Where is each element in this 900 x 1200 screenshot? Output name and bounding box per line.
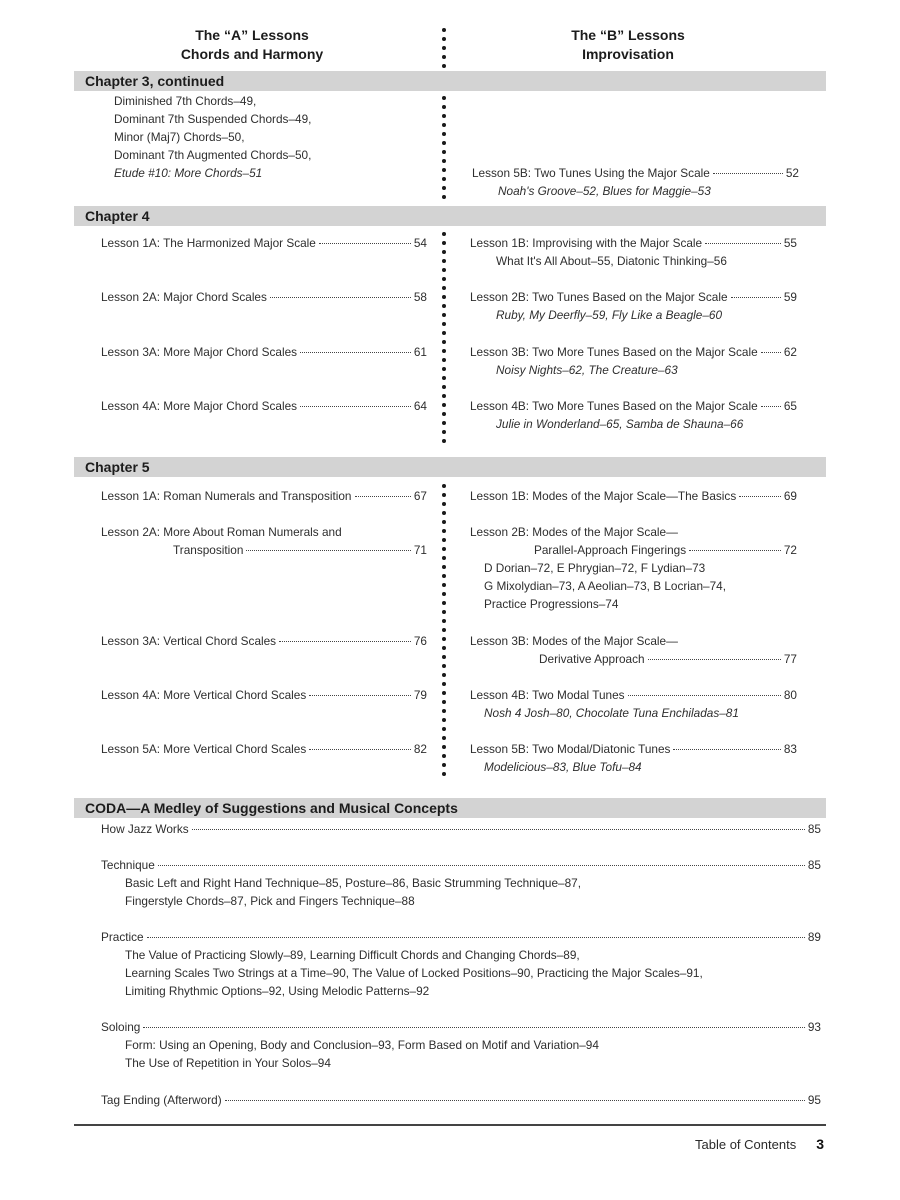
footer-label: Table of Contents — [695, 1137, 797, 1152]
divider-dot — [442, 619, 446, 623]
ch3-lesson-5b-tunes: Noah's Groove–52, Blues for Maggie–53 — [498, 184, 711, 198]
ch5-lesson-3b-cont[interactable] — [539, 650, 797, 668]
entry-label: Lesson 5B: Two Modal/Diatonic Tunes — [470, 742, 671, 756]
divider-dot — [442, 28, 446, 32]
divider-dot — [442, 295, 446, 299]
entry-label: Lesson 4A: More Vertical Chord Scales — [101, 688, 307, 702]
a-header-line1: The “A” Lessons — [195, 27, 309, 43]
chapter-5-heading: Chapter 5 — [74, 457, 826, 477]
ch4-lesson-3b[interactable] — [470, 343, 797, 361]
ch5-lesson-5a[interactable] — [101, 740, 427, 758]
coda-technique[interactable] — [101, 856, 821, 874]
entry-page: 61 — [413, 345, 427, 359]
divider-dot — [442, 574, 446, 578]
divider-dot — [442, 691, 446, 695]
divider-dot — [442, 55, 446, 59]
divider-dot — [442, 727, 446, 731]
divider-dot — [442, 610, 446, 614]
coda-technique-sub-2: Fingerstyle Chords–87, Pick and Fingers Technique–88 — [125, 894, 415, 908]
divider-dot — [442, 403, 446, 407]
divider-dot — [442, 150, 446, 154]
divider-dot — [442, 430, 446, 434]
divider-dot — [442, 664, 446, 668]
divider-dot — [442, 772, 446, 776]
entry-label: Tag Ending (Afterword) — [101, 1093, 222, 1107]
ch3-a-line-1: Diminished 7th Chords–49, — [114, 94, 257, 108]
entry-label: Soloing — [101, 1020, 141, 1034]
entry-label: Lesson 4B: Two Modal Tunes — [470, 688, 625, 702]
ch5-lesson-5b[interactable] — [470, 740, 797, 758]
divider-dot — [442, 493, 446, 497]
coda-heading: CODA—A Medley of Suggestions and Musical Concepts — [74, 798, 826, 818]
entry-label: Lesson 4B: Two More Tunes Based on the Major Scale — [470, 399, 758, 413]
divider-dot — [442, 637, 446, 641]
ch3-lesson-5b[interactable] — [472, 164, 799, 182]
entry-label: Lesson 3A: Vertical Chord Scales — [101, 634, 277, 648]
ch4-lesson-2b[interactable] — [470, 288, 797, 306]
entry-label: Lesson 1B: Modes of the Major Scale—The Basics — [470, 489, 737, 503]
column-divider-ch4 — [442, 232, 446, 448]
entry-label: How Jazz Works — [101, 822, 189, 836]
divider-dot — [442, 700, 446, 704]
divider-dot — [442, 412, 446, 416]
divider-dot — [442, 250, 446, 254]
divider-dot — [442, 547, 446, 551]
divider-dot — [442, 177, 446, 181]
page-number: 3 — [816, 1136, 824, 1152]
ch5-lesson-2b[interactable]: Lesson 2B: Modes of the Major Scale— — [470, 525, 678, 539]
divider-dot — [442, 538, 446, 542]
entry-label: Lesson 5A: More Vertical Chord Scales — [101, 742, 307, 756]
ch4-lesson-1b[interactable] — [470, 234, 797, 252]
coda-technique-sub-1: Basic Left and Right Hand Technique–85, Posture–86, Basic Strumming Technique–87, — [125, 876, 581, 890]
divider-dot — [442, 349, 446, 353]
divider-dot — [442, 123, 446, 127]
divider-dot — [442, 709, 446, 713]
ch5-lesson-3a[interactable] — [101, 632, 427, 650]
divider-dot — [442, 646, 446, 650]
b-header-line2: Improvisation — [582, 46, 674, 62]
divider-dot — [442, 268, 446, 272]
entry-page: 82 — [413, 742, 427, 756]
coda-practice-sub-2: Learning Scales Two Strings at a Time–90, The Value of Locked Positions–90, Practicing the Major Scales–91, — [125, 966, 703, 980]
ch4-lesson-4a[interactable] — [101, 397, 427, 415]
ch5-lesson-5b-tunes: Modelicious–83, Blue Tofu–84 — [484, 760, 642, 774]
coda-soloing-sub-1: Form: Using an Opening, Body and Conclusion–93, Form Based on Motif and Variation–94 — [125, 1038, 599, 1052]
divider-dot — [442, 655, 446, 659]
entry-page: 95 — [807, 1093, 821, 1107]
entry-page: 71 — [413, 543, 427, 557]
divider-dot — [442, 114, 446, 118]
entry-label: Lesson 1B: Improvising with the Major Scale — [470, 236, 703, 250]
divider-dot — [442, 556, 446, 560]
entry-page: 89 — [807, 930, 821, 944]
entry-page: 76 — [413, 634, 427, 648]
ch5-lesson-2a-cont[interactable] — [173, 541, 427, 559]
divider-dot — [442, 241, 446, 245]
divider-dot — [442, 64, 446, 68]
entry-page: 55 — [783, 236, 797, 250]
divider-dot — [442, 763, 446, 767]
ch3-a-line-5: Etude #10: More Chords–51 — [114, 166, 263, 180]
entry-page: 79 — [413, 688, 427, 702]
divider-dot — [442, 376, 446, 380]
divider-dot — [442, 745, 446, 749]
entry-label: Lesson 2A: Major Chord Scales — [101, 290, 267, 304]
entry-page: 67 — [413, 489, 427, 503]
entry-page: 54 — [413, 236, 427, 250]
ch3-a-line-3: Minor (Maj7) Chords–50, — [114, 130, 245, 144]
chapter-4-heading: Chapter 4 — [74, 206, 826, 226]
entry-page: 64 — [413, 399, 427, 413]
divider-dot — [442, 529, 446, 533]
divider-dot — [442, 754, 446, 758]
divider-dot — [442, 511, 446, 515]
divider-dot — [442, 259, 446, 263]
footer-rule — [74, 1124, 826, 1126]
divider-dot — [442, 37, 446, 41]
divider-dot — [442, 96, 446, 100]
divider-dot — [442, 592, 446, 596]
b-header-line1: The “B” Lessons — [571, 27, 685, 43]
divider-dot — [442, 141, 446, 145]
entry-page: 85 — [807, 858, 821, 872]
ch4-lesson-2b-tunes: Ruby, My Deerfly–59, Fly Like a Beagle–60 — [496, 308, 723, 322]
entry-label: Lesson 4A: More Major Chord Scales — [101, 399, 298, 413]
entry-page: 58 — [413, 290, 427, 304]
ch4-lesson-3b-tunes: Noisy Nights–62, The Creature–63 — [496, 363, 678, 377]
coda-practice-sub-3: Limiting Rhythmic Options–92, Using Melodic Patterns–92 — [125, 984, 430, 998]
ch4-lesson-1a[interactable] — [101, 234, 427, 252]
ch5-lesson-1b[interactable] — [470, 487, 797, 505]
divider-dot — [442, 565, 446, 569]
entry-label: Lesson 3A: More Major Chord Scales — [101, 345, 298, 359]
ch5-lesson-1a[interactable] — [101, 487, 427, 505]
divider-dot — [442, 601, 446, 605]
entry-label: Parallel-Approach Fingerings — [534, 543, 687, 557]
entry-label: Technique — [101, 858, 155, 872]
divider-dot — [442, 358, 446, 362]
divider-dot — [442, 313, 446, 317]
divider-dot — [442, 340, 446, 344]
divider-dot — [442, 718, 446, 722]
ch4-lesson-2a[interactable] — [101, 288, 427, 306]
divider-dot — [442, 502, 446, 506]
coda-tag-ending[interactable] — [101, 1091, 821, 1109]
divider-dot — [442, 673, 446, 677]
divider-dot — [442, 520, 446, 524]
ch4-lesson-4b-tunes: Julie in Wonderland–65, Samba de Shauna–66 — [496, 417, 744, 431]
divider-dot — [442, 628, 446, 632]
ch4-lesson-1b-sub: What It's All About–55, Diatonic Thinking–56 — [496, 254, 727, 268]
divider-dot — [442, 439, 446, 443]
divider-dot — [442, 421, 446, 425]
ch5-lesson-2b-sub-1: D Dorian–72, E Phrygian–72, F Lydian–73 — [484, 561, 706, 575]
column-divider-header — [442, 28, 446, 73]
column-divider-ch5 — [442, 484, 446, 781]
divider-dot — [442, 682, 446, 686]
entry-label: Practice — [101, 930, 144, 944]
entry-label: Lesson 5B: Two Tunes Using the Major Scale — [472, 166, 710, 180]
chapter-3-heading: Chapter 3, continued — [74, 71, 826, 91]
divider-dot — [442, 304, 446, 308]
divider-dot — [442, 394, 446, 398]
coda-how-jazz-works[interactable] — [101, 820, 821, 838]
entry-page: 93 — [807, 1020, 821, 1034]
entry-page: 80 — [783, 688, 797, 702]
divider-dot — [442, 46, 446, 50]
a-header-line2: Chords and Harmony — [180, 46, 324, 62]
divider-dot — [442, 583, 446, 587]
divider-dot — [442, 195, 446, 199]
divider-dot — [442, 186, 446, 190]
coda-soloing[interactable] — [101, 1018, 821, 1036]
b-lessons-header — [498, 26, 758, 64]
divider-dot — [442, 331, 446, 335]
entry-page: 59 — [783, 290, 797, 304]
ch5-lesson-4b-tunes: Nosh 4 Josh–80, Chocolate Tuna Enchiladas–81 — [484, 706, 739, 720]
divider-dot — [442, 322, 446, 326]
entry-page: 52 — [785, 166, 799, 180]
coda-soloing-sub-2: The Use of Repetition in Your Solos–94 — [125, 1056, 331, 1070]
divider-dot — [442, 286, 446, 290]
entry-page: 77 — [783, 652, 797, 666]
entry-page: 65 — [783, 399, 797, 413]
divider-dot — [442, 168, 446, 172]
entry-page: 83 — [783, 742, 797, 756]
coda-practice-sub-1: The Value of Practicing Slowly–89, Learning Difficult Chords and Changing Chords–89, — [125, 948, 580, 962]
divider-dot — [442, 105, 446, 109]
divider-dot — [442, 736, 446, 740]
ch5-lesson-4a[interactable] — [101, 686, 427, 704]
ch5-lesson-3b[interactable]: Lesson 3B: Modes of the Major Scale— — [470, 634, 678, 648]
divider-dot — [442, 385, 446, 389]
entry-label: Derivative Approach — [539, 652, 645, 666]
ch5-lesson-2b-sub-3: Practice Progressions–74 — [484, 597, 619, 611]
entry-label: Lesson 2B: Two Tunes Based on the Major Scale — [470, 290, 728, 304]
entry-label: Transposition — [173, 543, 244, 557]
entry-label: Lesson 1A: Roman Numerals and Transposition — [101, 489, 352, 503]
divider-dot — [442, 484, 446, 488]
entry-page: 62 — [783, 345, 797, 359]
divider-dot — [442, 367, 446, 371]
entry-page: 72 — [783, 543, 797, 557]
ch5-lesson-2b-sub-2: G Mixolydian–73, A Aeolian–73, B Locrian–74, — [484, 579, 727, 593]
divider-dot — [442, 132, 446, 136]
ch3-a-line-4: Dominant 7th Augmented Chords–50, — [114, 148, 312, 162]
page-footer — [695, 1136, 824, 1152]
divider-dot — [442, 277, 446, 281]
entry-page: 85 — [807, 822, 821, 836]
ch5-lesson-2a[interactable]: Lesson 2A: More About Roman Numerals and — [101, 525, 342, 539]
entry-page: 69 — [783, 489, 797, 503]
entry-label: Lesson 1A: The Harmonized Major Scale — [101, 236, 316, 250]
ch5-lesson-4b[interactable] — [470, 686, 797, 704]
divider-dot — [442, 159, 446, 163]
entry-label: Lesson 3B: Two More Tunes Based on the Major Scale — [470, 345, 758, 359]
coda-practice[interactable] — [101, 928, 821, 946]
divider-dot — [442, 232, 446, 236]
ch3-a-line-2: Dominant 7th Suspended Chords–49, — [114, 112, 312, 126]
a-lessons-header — [122, 26, 382, 64]
ch5-lesson-2b-cont[interactable] — [534, 541, 797, 559]
ch4-lesson-3a[interactable] — [101, 343, 427, 361]
column-divider-ch3 — [442, 96, 446, 204]
ch4-lesson-4b[interactable] — [470, 397, 797, 415]
